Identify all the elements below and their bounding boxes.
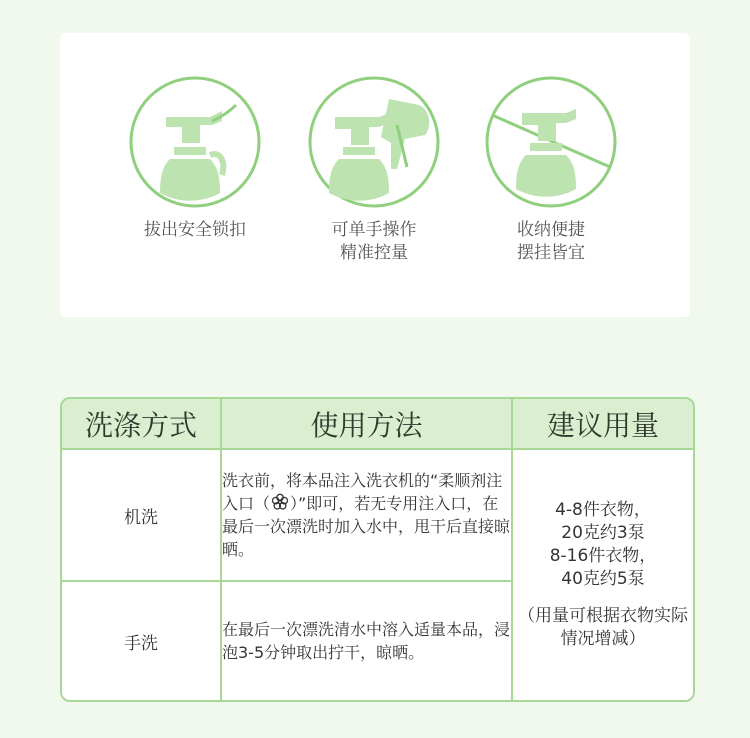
usage-table <box>60 397 695 702</box>
feature-pull-lock <box>120 75 270 242</box>
spray-bottle-hand-icon <box>307 75 441 209</box>
feature-one-hand <box>299 75 449 265</box>
amount-line: 40克约5泵 <box>561 569 645 589</box>
mode-machine-wash: 机洗 <box>62 450 222 582</box>
method-machine-wash <box>222 450 513 582</box>
amount-line: 20克约3泵 <box>561 523 645 543</box>
table-header-row <box>62 399 693 450</box>
method-text-after: ）”即可，若无专用注入口，在最后一次漂洗时加入水中，甩干后直接晾晒。 <box>222 494 511 560</box>
flower-icon <box>270 492 290 512</box>
table-row <box>62 450 693 582</box>
feature-caption: 可单手操作 精准控量 <box>331 220 417 263</box>
amount-line: 4-8件衣物， <box>555 500 651 520</box>
feature-caption: 收纳便捷 摆挂皆宜 <box>517 220 585 263</box>
feature-storage <box>476 75 626 265</box>
header-usage-method: 使用方法 <box>222 399 513 450</box>
mode-hand-wash: 手洗 <box>62 582 222 700</box>
method-hand-wash: 在最后一次漂洗清水中溶入适量本品，浸泡3-5分钟取出拧干，晾晒。 <box>222 582 513 700</box>
features-card <box>60 33 690 317</box>
suggested-amount-cell <box>513 450 693 700</box>
amount-line: 8-16件衣物， <box>549 546 657 566</box>
amount-note: （用量可根据衣物实际情况增减） <box>518 606 688 649</box>
header-wash-mode: 洗涤方式 <box>62 399 222 450</box>
spray-bottle-hanging-icon <box>484 75 618 209</box>
method-text-before: 洗衣前，将本品注入洗衣机的“柔顺剂注入口（ <box>222 471 503 514</box>
spray-bottle-lock-icon <box>128 75 262 209</box>
header-suggested-amount: 建议用量 <box>513 399 693 450</box>
feature-caption: 拔出安全锁扣 <box>144 220 246 240</box>
